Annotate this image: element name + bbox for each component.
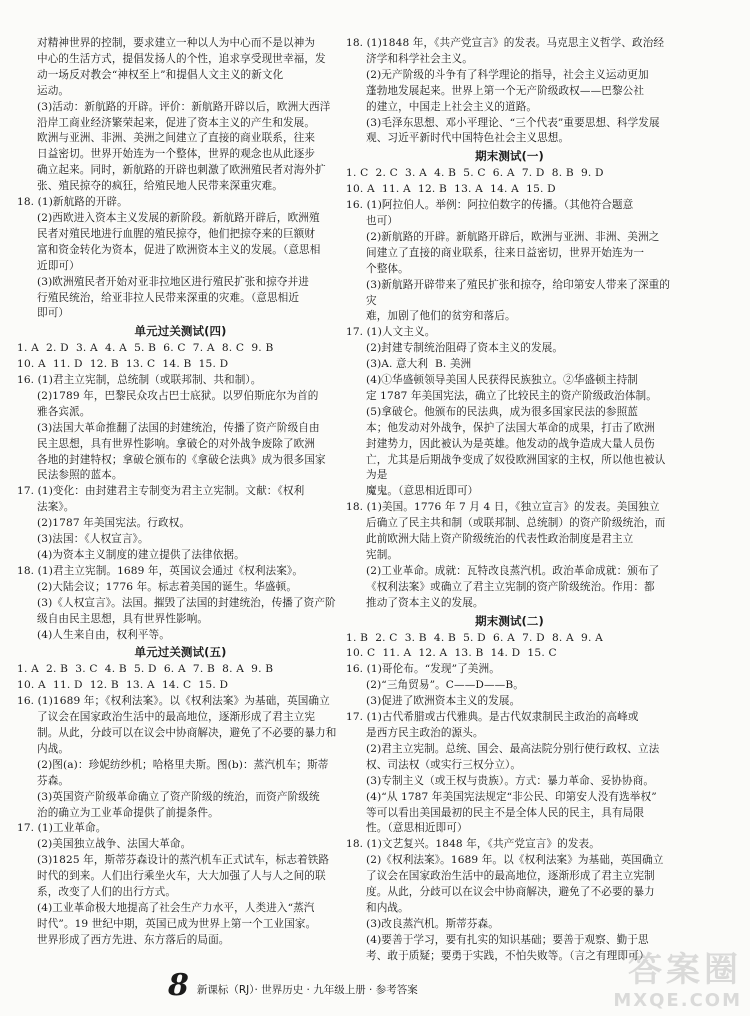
answer-text-line: (3)毛泽东思想、邓小平理论、“三个代表”重要思想、科学发展 (366, 116, 660, 129)
answer-text-line: 权、司法权（或实行三权分立）。 (366, 758, 522, 771)
answer-text-line: 民法参照的蓝本。 (37, 469, 123, 482)
answer-text-line: 系，改变了人们的出行方式。 (37, 886, 177, 899)
answer-text-line: 16. (1)1689 年；《权利法案》。以《权利法案》为基础，英国确立 (17, 695, 330, 708)
answer-text-line: 对精神世界的控制，要求建立一种以人为中心而不是以神为 (37, 37, 316, 49)
page-footer (168, 968, 418, 1003)
answer-text-line: 本；他发动对外战争，保护了法国大革命的成果，打击了欧洲 (366, 421, 655, 434)
answer-text-line: 16. (1)君主立宪制，总统制（或联邦制、共和制）。 (17, 374, 262, 387)
answer-text-line: 民者对殖民地进行血腥的殖民掠夺，他们把掠夺来的巨额财 (37, 227, 316, 240)
answer-text-line: 欧洲与亚洲、非洲、美洲之间建立了直接的商业联系，往来 (37, 132, 316, 145)
answer-text-line: (2)1787 年美国宪法。行政权。 (37, 517, 191, 530)
section-title: 单元过关测试(五) (134, 645, 227, 660)
answer-text-line: (2)工业革命。成就：瓦特改良蒸汽机。政治革命成就：颁布了 (366, 564, 660, 577)
answer-text-line: 《权利法案》或确立了君主立宪制的资产阶级统治。作用：都 (366, 580, 655, 593)
answer-text-line: 行殖民统治，给亚非拉人民带来深重的灾难。（意思相近 (37, 291, 300, 304)
watermark-bottom-text: MXQE.COM (613, 990, 742, 1011)
answer-text-line: 后确立了民主共和制（或联邦制、总统制）的资产阶级统治，而 (366, 517, 666, 530)
choice-answer-line: 10. C 11. A 12. A 13. B 14. D 15. C (346, 647, 557, 660)
choice-answer-line: 1. A 2. D 3. A 4. A 5. B 6. C 7. A 8. C 9. B (17, 342, 274, 355)
answer-text-line: 芬森。 (37, 774, 70, 787)
answer-text-line: 17. (1)人文主义。 (346, 326, 436, 339)
answer-text-line: 动一场反对教会“神权至上”和提倡人文主义的新文化 (37, 68, 284, 81)
answer-text-line: (4)要善于学习，要有扎实的知识基础；要善于观察、勤于思 (366, 933, 649, 946)
answer-text-line: 18. (1)1848 年，《共产党宣言》的发表。马克思主义哲学、政治经 (346, 37, 665, 49)
answer-text-line: 和内战。 (366, 901, 409, 914)
answer-text-line: 治的确立为工业革命提供了前提条件。 (37, 806, 219, 819)
answer-text-line: 制。从此，分歧可以在议会中协商解决，避免了不必要的暴力和 (37, 726, 337, 739)
answer-text-line: (3)活动：新航路的开辟。评价：新航路开辟以后，欧洲大西洋 (37, 100, 331, 113)
watermark-top-text: 答案圈 (628, 950, 742, 990)
answer-text-line: (2)新航路的开辟。新航路开辟后，欧洲与亚洲、非洲、美洲之 (366, 230, 660, 243)
answer-text-line: 18. (1)文艺复兴。1848 年，《共产党宣言》的发表。 (346, 838, 600, 851)
answer-text-line: 16. (1)哥伦布。“发现”了美洲。 (346, 663, 500, 676)
answer-text-line: 16. (1)阿拉伯人。举例：阿拉伯数字的传播。（其他符合题意 (346, 199, 634, 212)
answer-text-line: (3)英国资产阶级革命确立了资产阶级的统治，而资产阶级统 (37, 790, 320, 803)
answer-text-line: (2)“三角贸易”。C——D——B。 (366, 679, 524, 692)
choice-answer-line: 1. B 2. C 3. B 4. B 5. D 6. A 7. D 8. A 9. A (346, 631, 603, 644)
answer-text-line: (3)促进了欧洲资本主义的发展。 (366, 695, 521, 708)
answer-text-line: 蓬勃地发展起来。世界上第一个无产阶级政权——巴黎公社 (366, 84, 645, 97)
answer-text-line: 近即可） (37, 259, 80, 272)
choice-answer-line: 1. A 2. B 3. C 4. B 5. D 6. A 7. B 8. A 9. B (17, 663, 274, 676)
section-title: 期末测试(二) (475, 613, 544, 628)
answer-text-line: 沿岸工商业经济繁荣起来，促进了资本主义的产生和发展。 (37, 116, 316, 129)
answer-text-line: (2)图(a)：珍妮纺纱机；哈格里夫斯。图(b)：蒸汽机车；斯蒂 (37, 758, 329, 771)
answer-text-line: 封建势力，因此被认为是英雄。他发动的战争造成大量人员伤 (366, 437, 655, 450)
answer-text-line: 级自由民主思想，具有世界性影响。 (37, 612, 209, 625)
answer-text-line: (4)为资本主义制度的建立提供了法律依据。 (37, 549, 245, 561)
answer-text-line: (3)A. 意大利 B. 美洲 (366, 358, 472, 371)
section-title: 单元过关测试(四) (134, 324, 227, 339)
answer-text-line: 18. (1)君主立宪制。1689 年，英国议会通过《权利法案》。 (17, 564, 304, 577)
answer-text-line: 等可以看出美国最初的民主不是全体人民的民主，具有局限 (366, 806, 645, 819)
answer-text-line: 17. (1)古代希腊或古代雅典。是古代奴隶制民主政治的高峰或 (346, 711, 639, 724)
answer-text-line: 的建立，中国走上社会主义的道路。 (366, 100, 538, 113)
answer-text-line: (2)封建专制统治阻碍了资本主义的发展。 (366, 342, 564, 355)
answer-text-line: 时代的到来。人们出行乘坐火车，大大加强了人与人之间的联 (37, 870, 326, 883)
answer-text-line: 民主思想，具有世界性影响。拿破仑的对外战争废除了欧洲 (37, 437, 316, 450)
answer-text-line: (4)①华盛顿领导美国人民获得民族独立。②华盛顿主持制 (366, 374, 638, 387)
answer-text-line: (3)法国：《人权宣言》。 (37, 533, 149, 546)
answer-text-line: 个整体。 (366, 262, 409, 275)
answer-text-line: (3)法国大革命推翻了法国的封建统治，传播了资产阶级自由 (37, 421, 320, 434)
answer-text-line: (2)西欧进入资本主义发展的新阶段。新航路开辟后，欧洲殖 (37, 211, 320, 224)
answer-text-line: 亡，尤其是后期战争变成了奴役欧洲国家的主权，所以他也被认为是 (366, 453, 666, 482)
answer-text-line: 17. (1)工业革命。 (17, 822, 107, 835)
answer-text-line: (3)专制主义（或王权与贵族）。方式：暴力革命、妥协协商。 (366, 774, 655, 787)
answer-text-line: 世界形成了西方先进、东方落后的局面。 (37, 933, 230, 946)
answer-text-line: 确立起来。同时，新航路的开辟也刺激了欧洲殖民者对海外扩 (37, 164, 326, 177)
answer-text-line: 运动。 (37, 84, 70, 97)
section-title: 期末测试(一) (475, 149, 544, 164)
answer-text-line: (3)1825 年，斯蒂芬森设计的蒸汽机车正式试车，标志着铁路 (37, 854, 330, 867)
footer-text: 新课标（RJ）· 世界历史 · 九年级上册 · 参考答案 (196, 984, 418, 996)
answer-text-line: 度。从此，分歧可以在议会中协商解决，避免了不必要的暴力 (366, 886, 655, 899)
answer-text-line: (2)大陆会议；1776 年。标志着美国的诞生。华盛顿。 (37, 580, 298, 593)
answer-text-line: 中心的生活方式，提倡发扬人的个性，追求享受现世幸福，发 (37, 52, 326, 65)
answer-text-line: 也可） (366, 214, 399, 227)
answer-text-line: 此前欧洲大陆上资产阶级统治的代表性政治制度是君主立 (366, 533, 634, 546)
answer-text-line: 考、敢于质疑；要勇于实践，不怕失败等。（言之有理即可） (366, 949, 650, 962)
watermark-logo (592, 950, 742, 1012)
answer-text-line: (5)拿破仑。他颁布的民法典，成为很多国家民法的参照蓝 (366, 405, 638, 418)
answer-text-line: 时代”。19 世纪中期，英国已成为世界上第一个工业国家。 (37, 917, 317, 930)
answer-text-line: 难，加剧了他们的贫穷和落后。 (366, 310, 516, 323)
answer-text-line: 济学和科学社会主义。 (366, 52, 473, 65)
answer-text-line: 张、殖民掠夺的疯狂，给殖民地人民带来深重灾难。 (37, 180, 283, 193)
answer-text-line: 了议会在国家政治生活中的最高地位，逐渐形成了君主立宪 (37, 711, 316, 724)
answer-text-line: 观、习近平新时代中国特色社会主义思想。 (366, 132, 570, 145)
answer-text-line: 18. (1)美国。1776 年 7 月 4 日，《独立宣言》的发表。美国独立 (346, 501, 660, 514)
answer-text-line: 是西方民主政治的源头。 (366, 726, 484, 739)
choice-answer-line: 10. A 11. D 12. B 13. A 14. C 15. D (17, 679, 229, 692)
choice-answer-line: 1. C 2. C 3. A 4. B 5. C 6. A 7. D 8. B 9. D (346, 167, 604, 180)
answer-text-line: (2)《权利法案》。1689 年。以《权利法案》为基础，英国确立 (366, 854, 664, 867)
answer-text-line: 宪制。 (366, 549, 399, 561)
answer-text-line: 推动了资本主义的发展。 (366, 596, 484, 609)
answer-text-line: (3)新航路开辟带来了殖民扩张和掠夺，给印第安人带来了深重的灾 (366, 278, 671, 307)
answer-text-line: 各地的封建特权；拿破仑颁布的《拿破仑法典》成为很多国家 (37, 453, 326, 466)
answer-text-line: 即可） (37, 307, 70, 320)
answer-text-line: (2)君主立宪制。总统、国会、最高法院分别行使行政权、立法 (366, 742, 660, 755)
answer-text-line: (3)《人权宣言》。法国。摧毁了法国的封建统治，传播了资产阶 (37, 596, 336, 609)
answer-text-line: 了议会在国家政治生活中的最高地位，逐渐形成了君主立宪制 (366, 870, 655, 883)
answer-text-line: (4)人生来自由，权利平等。 (37, 628, 170, 641)
answer-text-line: 富和资金转化为资本，促进了欧洲资本主义的发展。（意思相 (37, 243, 321, 256)
answer-text-line: 魔鬼。（意思相近即可） (366, 485, 479, 498)
answer-text-line: (2)1789 年，巴黎民众攻占巴士底狱。以罗伯斯庇尔为首的 (37, 389, 319, 402)
answer-text-line: 内战。 (37, 742, 70, 755)
answer-text-line: (3)欧洲殖民者开始对亚非拉地区进行殖民扩张和掠夺并进 (37, 275, 309, 288)
answer-text-line: (4)“从 1787 年美国宪法规定“非公民、印第安人没有选举权” (366, 790, 657, 803)
answer-text-line: 雅各宾派。 (37, 405, 91, 418)
answer-text-line: (4)工业革命极大地提高了社会生产力水平，人类进入“蒸汽 (37, 901, 315, 914)
answer-text-line: 17. (1)变化：由封建君主专制变为君主立宪制。文献：《权利 (17, 485, 305, 498)
answer-text-line: 法案》。 (37, 501, 75, 514)
left-column (17, 36, 344, 949)
choice-answer-line: 10. A 11. A 12. B 13. A 14. A 15. D (346, 183, 556, 196)
answer-text-line: (2)无产阶级的斗争有了科学理论的指导，社会主义运动更加 (366, 68, 649, 81)
answer-text-line: 日益密切。世界开始连为一个整体，世界的观念也从此逐步 (37, 148, 316, 161)
answer-text-line: 18. (1)新航路的开辟。 (17, 196, 128, 209)
answer-text-line: 定 1787 年美国宪法，确立了比较民主的资产阶级政治体制。 (366, 389, 657, 402)
choice-answer-line: 10. A 11. D 12. B 13. C 14. B 15. D (17, 358, 229, 371)
page-number: 8 (168, 968, 189, 1003)
answer-text-line: (2)美国独立战争、法国大革命。 (37, 838, 192, 851)
right-column (346, 36, 673, 965)
answer-text-line: (3)改良蒸汽机。斯蒂芬森。 (366, 917, 499, 930)
answer-text-line: 间建立了直接的商业联系，往来日益密切，世界开始连为一 (366, 246, 645, 259)
answer-text-line: 性。（意思相近即可） (366, 822, 468, 835)
